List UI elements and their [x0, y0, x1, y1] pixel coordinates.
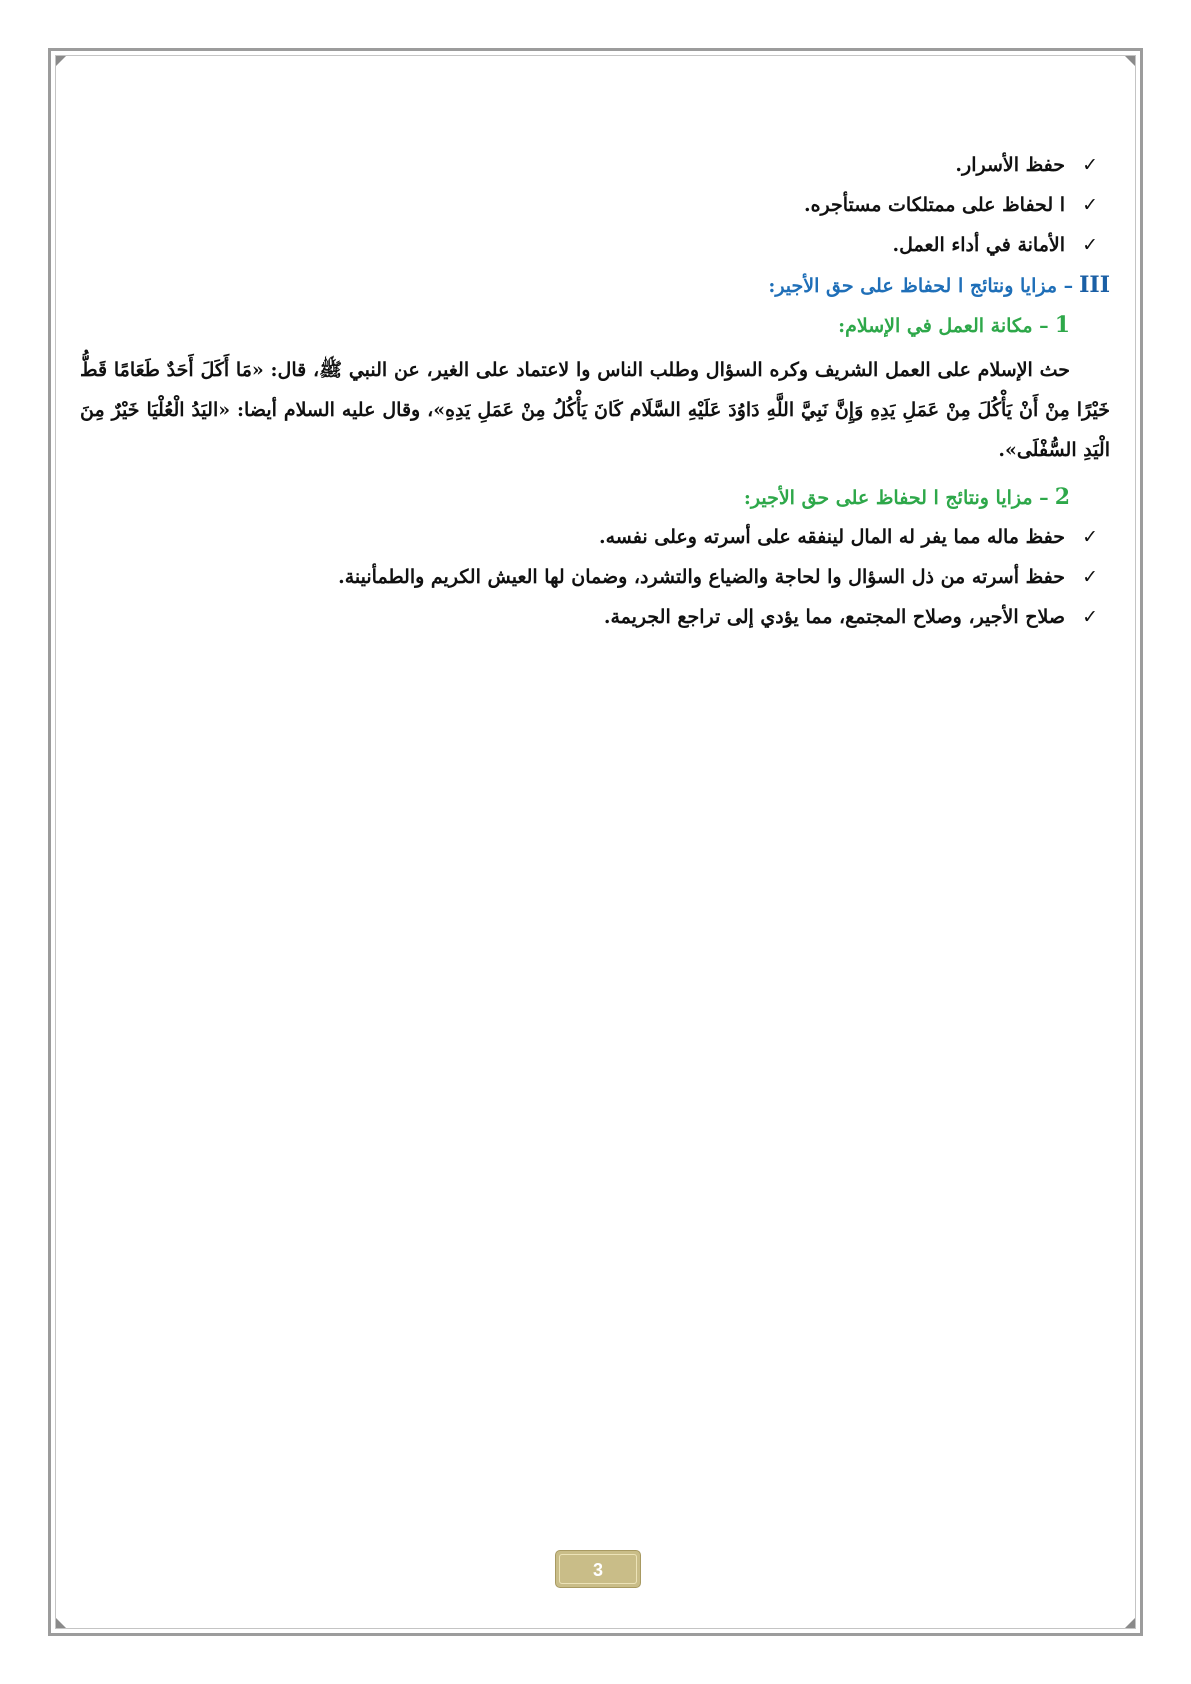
list-item: [80, 190, 1110, 230]
list-item: [80, 562, 1110, 602]
list-item-text: ا لحفاظ على ممتلكات مستأجره.: [803, 194, 1065, 216]
list-item-text: حفظ أسرته من ذل السؤال وا لحاجة والضياع والتشرد، وضمان لها العيش الكريم والطمأنينة.: [338, 566, 1065, 588]
list-item-text: الأمانة في أداء العمل.: [892, 234, 1065, 256]
list-item-text: حفظ ماله مما يفر له المال لينفقه على أسرته وعلى نفسه.: [598, 526, 1065, 548]
list-item: [80, 522, 1110, 562]
section-numeral: III: [1079, 272, 1110, 298]
corner-ornament: [56, 1618, 66, 1628]
corner-ornament: [56, 56, 66, 66]
list-item-text: حفظ الأسرار.: [955, 154, 1065, 176]
subsection-title: – مزايا ونتائج ا لحفاظ على حق الأجير:: [743, 487, 1049, 509]
list-item: [80, 230, 1110, 270]
check-icon: ✓: [1082, 234, 1098, 256]
subsection-number: 2: [1054, 484, 1070, 510]
check-icon: ✓: [1082, 194, 1098, 216]
check-icon: ✓: [1082, 566, 1098, 588]
corner-ornament: [1125, 1618, 1135, 1628]
section-heading: [80, 270, 1110, 310]
corner-ornament: [1125, 56, 1135, 66]
subsection-number: 1: [1054, 312, 1070, 338]
body-paragraph: حث الإسلام على العمل الشريف وكره السؤال وطلب الناس وا لاعتماد على الغير، عن النبي ﷺ، قال: «مَا أَكَلَ أَحَدٌ طَعَامًا قَطُّ خَيْرًا مِنْ أَنْ يَأْكُلَ مِنْ عَمَلِ يَدِهِ وَإِنَّ نَبِيَّ اللَّهِ دَاوُدَ عَلَيْهِ السَّلَام كَانَ يَأْكُلُ مِنْ عَمَلِ يَدِهِ»، وقال عليه السلام أيضا: «اليَدُ الْعُلْيَا خَيْرٌ مِنَ الْيَدِ السُّفْلَى».: [80, 359, 1110, 461]
document-body: [80, 150, 1110, 642]
list-item: [80, 602, 1110, 642]
page-number-badge: [555, 1550, 641, 1588]
subsection-heading: [80, 310, 1110, 350]
section-title: – مزايا ونتائج ا لحفاظ على حق الأجير:: [768, 275, 1074, 297]
list-item-text: صلاح الأجير، وصلاح المجتمع، مما يؤدي إلى تراجع الجريمة.: [603, 606, 1065, 628]
page-number: 3: [559, 1554, 637, 1584]
list-item: [80, 150, 1110, 190]
check-icon: ✓: [1082, 526, 1098, 548]
subsection-title: – مكانة العمل في الإسلام:: [838, 315, 1049, 337]
check-icon: ✓: [1082, 154, 1098, 176]
subsection-heading: [80, 482, 1110, 522]
check-icon: ✓: [1082, 606, 1098, 628]
